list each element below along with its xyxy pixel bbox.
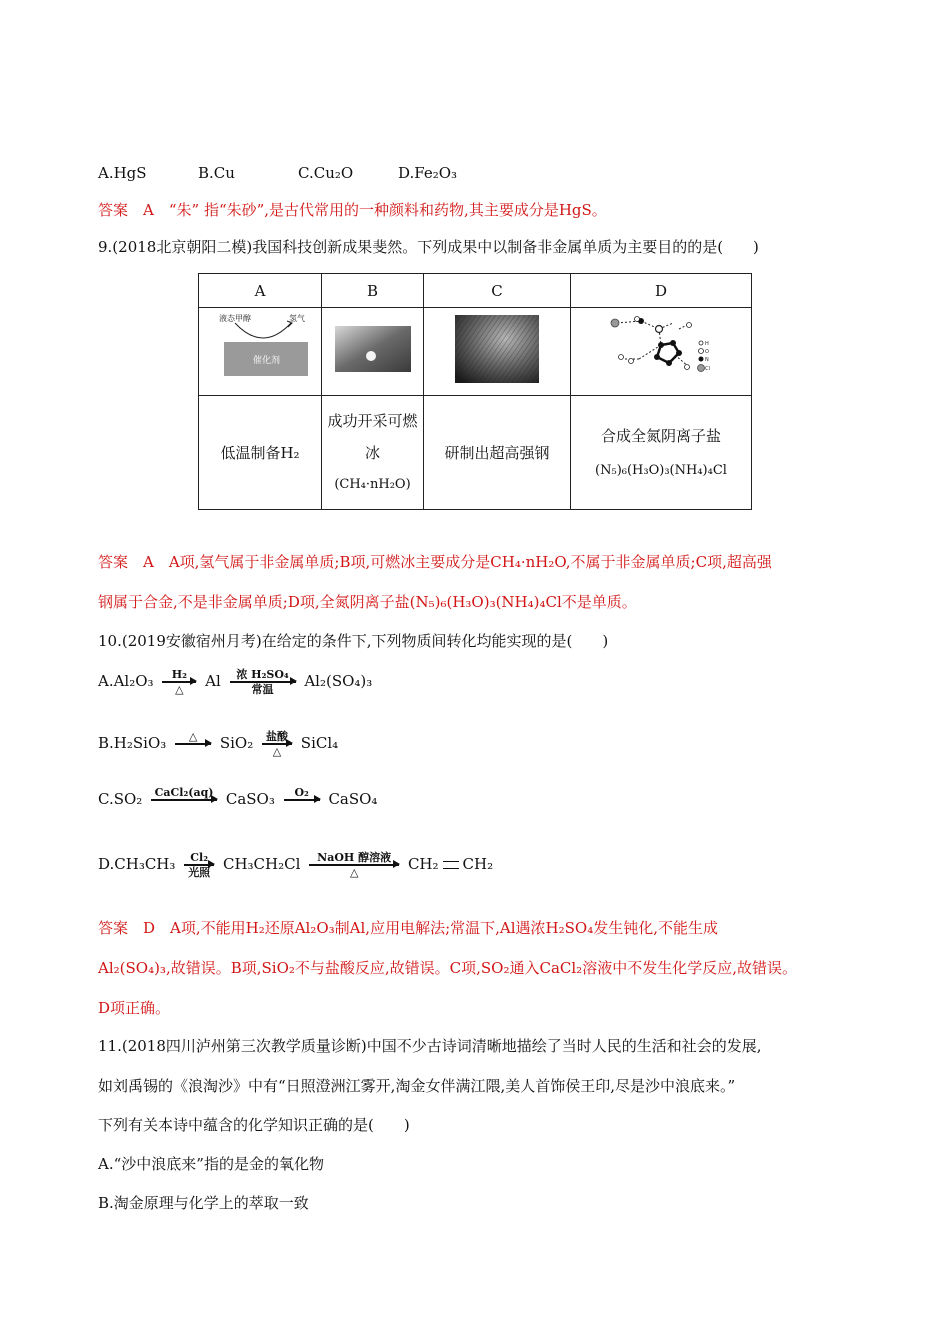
q9-cell-b [322, 396, 424, 510]
q9-answer-line1: 答案 A A项,氢气属于非金属单质;B项,可燃冰主要成分是CH₄·nH₂O,不属于非金属单质;C项,超高强 [98, 553, 772, 571]
q9-image-d [571, 308, 752, 396]
q10-option-b [98, 730, 338, 758]
q10-answer-line1: 答案 D A项,不能用H₂还原Al₂O₃制Al,应用电解法;常温下,Al遇浓H₂SO₄发生钝化,不能生成 [98, 919, 718, 937]
q10-a-product: Al₂(SO₄)₃ [304, 671, 373, 690]
q10-c-arrow2: O₂ [284, 786, 320, 814]
q10-option-c [98, 786, 377, 814]
q8-option-a: A.HgS [98, 164, 147, 182]
q10-b-product: SiCl₄ [300, 733, 339, 752]
q10-answer-line2: Al₂(SO₄)₃,故错误。B项,SiO₂不与盐酸反应,故错误。C项,SO₂通入CaCl₂溶液中不发生化学反应,故错误。 [98, 959, 797, 977]
q10-option-d [98, 851, 493, 879]
q9-cell-b-line3: (CH₄·nH₂O) [334, 476, 411, 492]
q9-cell-d [571, 396, 752, 510]
legend-h: H [705, 341, 709, 347]
legend-n: N [705, 357, 709, 363]
methanol-label: 液态甲醇 [219, 314, 251, 323]
q9-cell-b-line1: 成功开采可燃 [327, 411, 418, 430]
q9-header-a: A [199, 274, 322, 308]
legend-o: O [705, 349, 709, 355]
q9-cell-a: 低温制备H₂ [199, 396, 322, 510]
q8-options [98, 163, 498, 183]
q10-a-arrow1: H₂ △ [162, 668, 196, 696]
q9-image-c [424, 308, 571, 396]
q10-a-reactant: A.Al₂O₃ [98, 671, 154, 690]
q10-b-arrow1: △ [175, 730, 211, 758]
q9-header-d: D [571, 274, 752, 308]
combustible-ice-photo [333, 324, 413, 374]
q10-c-reactant: C.SO₂ [98, 789, 143, 808]
steel-photo [453, 313, 541, 385]
q11-stem-line3: 下列有关本诗中蕴含的化学知识正确的是( ) [98, 1116, 410, 1134]
reaction-arc [235, 323, 291, 338]
q9-cell-c: 研制出超高强钢 [424, 396, 571, 510]
q10-b-intermediate: SiO₂ [219, 733, 254, 752]
q9-image-b [322, 308, 424, 396]
legend-cl: Cl [705, 366, 710, 372]
q9-header-c: C [424, 274, 571, 308]
q10-c-arrow1: CaCl₂(aq) [151, 786, 217, 814]
q9-header-b: B [322, 274, 424, 308]
q10-d-reactant: D.CH₃CH₃ [98, 854, 176, 873]
q10-a-arrow2: 浓 H₂SO₄ 常温 [230, 668, 296, 696]
q9-options-table [198, 273, 752, 510]
q10-d-arrow1: Cl₂ 光照 [184, 851, 214, 879]
q8-answer: 答案 A “朱” 指“朱砂”,是古代常用的一种颜料和药物,其主要成分是HgS。 [98, 201, 607, 219]
q10-b-reactant: B.H₂SiO₃ [98, 733, 167, 752]
q11-stem-line2: 如刘禹锡的《浪淘沙》中有“日照澄洲江雾开,淘金女伴满江隈,美人首饰侯王印,尽是沙中浪底来。” [98, 1077, 736, 1095]
q9-cell-b-line2: 冰 [364, 443, 380, 462]
q10-b-arrow2: 盐酸 △ [262, 730, 292, 758]
q8-option-b: B.Cu [198, 164, 235, 182]
q10-d-arrow2: NaOH 醇溶液 △ [309, 851, 399, 879]
q10-option-a [98, 668, 372, 696]
q10-a-intermediate: Al [205, 671, 221, 690]
q11-option-a: A.“沙中浪底来”指的是金的氧化物 [98, 1155, 324, 1173]
q10-answer-line3: D项正确。 [98, 999, 171, 1017]
q10-d-product-left: CH₂ [407, 854, 439, 873]
catalyst-diagram [205, 309, 315, 389]
molecule-diagram [601, 309, 721, 389]
catalyst-label: 催化剂 [253, 356, 281, 366]
q10-c-product: CaSO₄ [328, 789, 378, 808]
q10-c-intermediate: CaSO₃ [225, 789, 275, 808]
q10-stem: 10.(2019安徽宿州月考)在给定的条件下,下列物质间转化均能实现的是( ) [98, 632, 609, 650]
q9-image-a [199, 308, 322, 396]
q8-option-c: C.Cu₂O [298, 164, 354, 182]
q9-cell-d-line2: (N₅)₆(H₃O)₃(NH₄)₄Cl [595, 462, 727, 478]
q8-option-d: D.Fe₂O₃ [398, 164, 458, 182]
q11-option-b: B.淘金原理与化学上的萃取一致 [98, 1194, 309, 1212]
q10-d-product-right: CH₂ [462, 854, 494, 873]
q11-stem-line1: 11.(2018四川泸州第三次教学质量诊断)中国不少古诗词清晰地描绘了当时人民的生活和社会的发展, [98, 1037, 762, 1055]
q9-stem: 9.(2018北京朝阳二模)我国科技创新成果斐然。下列成果中以制备非金属单质为主要目的的是( ) [98, 238, 759, 256]
double-bond-icon [443, 861, 459, 869]
q10-d-intermediate: CH₃CH₂Cl [222, 854, 301, 873]
hydrogen-label: 氢气 [289, 314, 305, 323]
q9-cell-d-line1: 合成全氮阴离子盐 [600, 426, 721, 445]
q9-answer-line2: 钢属于合金,不是非金属单质;D项,全氮阴离子盐(N₅)₆(H₃O)₃(NH₄)₄Cl不是单质。 [98, 593, 637, 611]
